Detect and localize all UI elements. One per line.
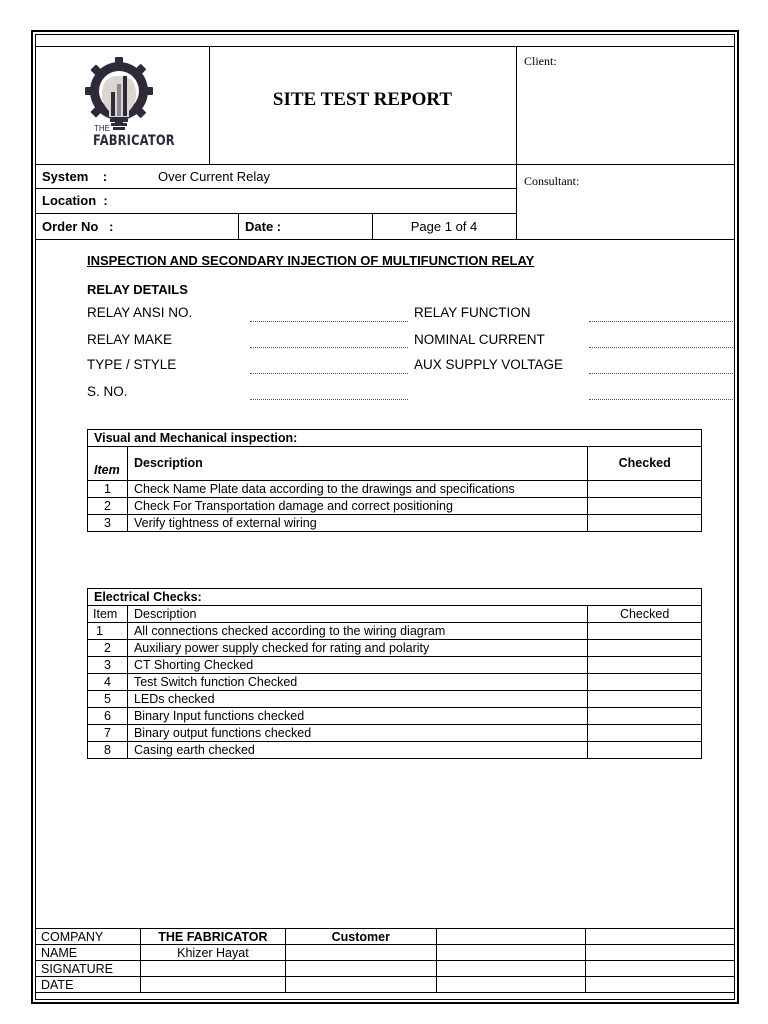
nominal-current-field[interactable] — [589, 347, 733, 348]
checked-cell[interactable] — [588, 691, 702, 708]
name-label: NAME — [36, 945, 141, 961]
signoff-cell[interactable] — [586, 945, 735, 961]
signoff-cell[interactable] — [436, 945, 586, 961]
item-description: LEDs checked — [127, 691, 587, 708]
visual-table-title: Visual and Mechanical inspection: — [88, 430, 702, 447]
item-description: Casing earth checked — [127, 742, 587, 759]
system-row-line — [35, 188, 516, 189]
signoff-row — [36, 945, 735, 961]
customer-label: Customer — [285, 929, 436, 945]
item-description: Verify tightness of external wiring — [127, 515, 587, 532]
item-description: Binary output functions checked — [127, 725, 587, 742]
relay-make-label: RELAY MAKE — [87, 332, 173, 347]
table-header-row — [88, 447, 702, 481]
table-row — [88, 623, 702, 640]
table-row — [88, 481, 702, 498]
name-value: Khizer Hayat — [140, 945, 285, 961]
signoff-cell[interactable] — [586, 929, 735, 945]
serial-no-field[interactable] — [250, 399, 408, 400]
system-value: Over Current Relay — [158, 169, 270, 184]
checked-cell[interactable] — [588, 657, 702, 674]
order-no-label: Order No : — [42, 219, 114, 234]
table-title-row — [88, 430, 702, 447]
checked-cell[interactable] — [588, 481, 702, 498]
signoff-cell[interactable] — [140, 961, 285, 977]
table-row — [88, 725, 702, 742]
logo-text-small: THE — [94, 124, 110, 133]
aux-supply-field[interactable] — [589, 373, 733, 374]
visual-inspection-table — [87, 429, 702, 532]
company-label: COMPANY — [36, 929, 141, 945]
item-number: 1 — [88, 623, 128, 640]
checked-cell[interactable] — [588, 623, 702, 640]
signoff-cell[interactable] — [436, 929, 586, 945]
table-row — [88, 657, 702, 674]
date-row-label: DATE — [36, 977, 141, 993]
checked-cell[interactable] — [588, 674, 702, 691]
relay-ansi-field[interactable] — [250, 321, 408, 322]
relay-function-field[interactable] — [589, 321, 733, 322]
system-label: System : — [42, 169, 108, 184]
checked-cell[interactable] — [588, 640, 702, 657]
signoff-cell[interactable] — [586, 961, 735, 977]
table-row — [88, 640, 702, 657]
checked-header: Checked — [588, 447, 702, 481]
item-number: 3 — [88, 515, 128, 532]
electrical-table-title: Electrical Checks: — [88, 589, 702, 606]
signoff-row — [36, 961, 735, 977]
checked-header: Checked — [588, 606, 702, 623]
consultant-label: Consultant: — [524, 174, 580, 188]
report-title: SITE TEST REPORT — [272, 89, 453, 110]
serial-no-label: S. NO. — [87, 384, 128, 399]
item-number: 6 — [88, 708, 128, 725]
type-style-label: TYPE / STYLE — [87, 357, 177, 372]
section-title: INSPECTION AND SECONDARY INJECTION OF MULTIFUNCTION RELAY — [87, 253, 535, 268]
signoff-cell[interactable] — [285, 945, 436, 961]
item-description: All connections checked according to the wiring diagram — [127, 623, 587, 640]
signoff-table — [35, 928, 735, 993]
item-number: 2 — [88, 640, 128, 657]
electrical-checks-table — [87, 588, 702, 759]
checked-cell[interactable] — [588, 742, 702, 759]
signature-label: SIGNATURE — [36, 961, 141, 977]
header-top-line — [35, 46, 735, 47]
date-label: Date : — [245, 219, 282, 234]
description-header: Description — [127, 606, 587, 623]
item-header: Item — [88, 606, 128, 623]
item-description: Binary Input functions checked — [127, 708, 587, 725]
item-description: Auxiliary power supply checked for rating and polarity — [127, 640, 587, 657]
table-row — [88, 708, 702, 725]
extra-field[interactable] — [589, 399, 733, 400]
page-number: Page 1 of 4 — [410, 219, 478, 234]
item-description: Test Switch function Checked — [127, 674, 587, 691]
item-number: 4 — [88, 674, 128, 691]
aux-supply-label: AUX SUPPLY VOLTAGE — [414, 357, 564, 372]
signoff-cell[interactable] — [436, 961, 586, 977]
item-number: 2 — [88, 498, 128, 515]
checked-cell[interactable] — [588, 708, 702, 725]
description-header: Description — [127, 447, 587, 481]
client-label: Client: — [524, 54, 557, 68]
signoff-cell[interactable] — [586, 977, 735, 993]
item-header: Item — [88, 447, 128, 481]
location-label: Location : — [42, 193, 108, 208]
header-bottom-line — [35, 164, 735, 165]
item-description: Check For Transportation damage and correct positioning — [127, 498, 587, 515]
order-date-divider — [238, 213, 239, 239]
table-title-row — [88, 589, 702, 606]
table-row — [88, 742, 702, 759]
relay-make-field[interactable] — [250, 347, 408, 348]
checked-cell[interactable] — [588, 498, 702, 515]
logo-text-big: FABRICATOR — [93, 133, 175, 149]
order-row-line — [35, 239, 735, 240]
table-header-row — [88, 606, 702, 623]
signoff-cell[interactable] — [285, 977, 436, 993]
signoff-row — [36, 929, 735, 945]
checked-cell[interactable] — [588, 725, 702, 742]
relay-details-heading: RELAY DETAILS — [87, 282, 188, 297]
table-row — [88, 691, 702, 708]
signoff-cell[interactable] — [285, 961, 436, 977]
signoff-cell[interactable] — [140, 977, 285, 993]
client-divider — [516, 46, 517, 239]
signoff-cell[interactable] — [436, 977, 586, 993]
item-description: Check Name Plate data according to the drawings and specifications — [127, 481, 587, 498]
item-number: 1 — [88, 481, 128, 498]
table-row — [88, 498, 702, 515]
nominal-current-label: NOMINAL CURRENT — [414, 332, 545, 347]
relay-function-label: RELAY FUNCTION — [414, 305, 531, 320]
item-number: 5 — [88, 691, 128, 708]
table-row — [88, 515, 702, 532]
item-number: 3 — [88, 657, 128, 674]
location-row-line — [35, 213, 516, 214]
type-style-field[interactable] — [250, 373, 408, 374]
table-row — [88, 674, 702, 691]
item-description: CT Shorting Checked — [127, 657, 587, 674]
company-value: THE FABRICATOR — [140, 929, 285, 945]
item-number: 8 — [88, 742, 128, 759]
signoff-row — [36, 977, 735, 993]
checked-cell[interactable] — [588, 515, 702, 532]
item-number: 7 — [88, 725, 128, 742]
relay-ansi-label: RELAY ANSI NO. — [87, 305, 193, 320]
